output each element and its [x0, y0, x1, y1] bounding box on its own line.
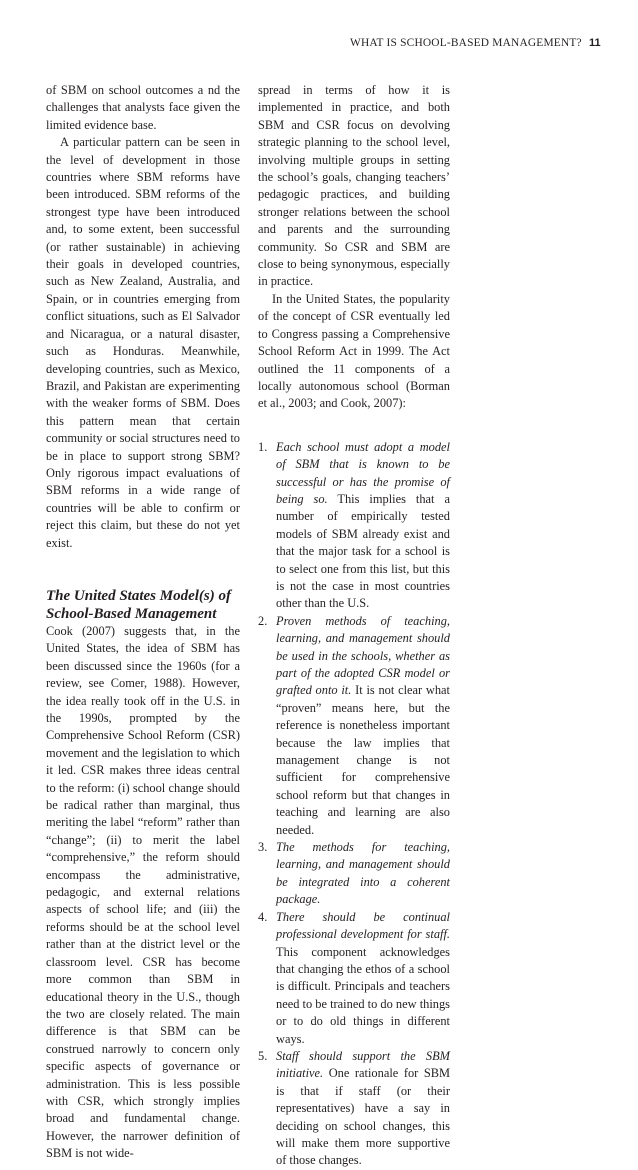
- list-item: [258, 613, 450, 839]
- list-item-lead: Proven methods of teaching, learning, and management should be used in the schools, whether as part of the adopted CSR model or grafted onto it.: [276, 613, 450, 698]
- section-heading: The United States Model(s) of School-Based Management: [46, 587, 231, 622]
- left-column: [46, 82, 240, 1163]
- list-item-lead: Staff should support the SBM initiative.: [276, 1048, 450, 1081]
- list-item: [258, 839, 450, 909]
- running-head: [0, 37, 638, 53]
- paragraph-csr-spread: spread in terms of how it is implemented in practice, and both SBM and CSR focus on devolving strategic planning to the school level, involving multiple groups in setting the school’s goals, changing teachers’ pedagogic practices, and building stronger relations between the school and parents and the surrounding community. So CSR and SBM are close to being synonymous, especially in practice.: [258, 83, 450, 289]
- list-number: 4.: [258, 909, 268, 924]
- components-list: [258, 439, 450, 1170]
- list-item: [258, 909, 450, 1048]
- paragraph-us-model: Cook (2007) suggests that, in the United States, the idea of SBM has been discussed since the 1960s (for a review, see Comer, 1988). However, the idea really took off in the U.S. in the 1990s, prompted by the Comprehensive School Reform (CSR) movement and the legislation to which it led. CSR makes three ideas central to the reform: (i) school change should be radical rather than marginal, thus meriting the label “reform” rather than “change”; (ii) to merit the label “comprehensive,” the reform should encompass the administrative, pedagogic, and external relations aspects of school life; and (iii) the reforms should be at the school level rather than at the district level or the classroom level. CSR has become more common than SBM in educational theory in the U.S., though the two are closely related. The main difference is that SBM can be construed narrowly to concern only specific aspects of governance or administration. This is less possible with CSR, which strongly implies broad and fundamental change. However, the narrower definition of SBM is not wide-: [46, 623, 240, 1161]
- page-number: 11: [589, 37, 601, 49]
- paragraph-csr-act: In the United States, the popularity of the concept of CSR eventually led to Congress passing a Comprehensive School Reform Act in 1999. The Act outlined the 11 components of a locally autonomous school (Borman et al., 2003; and Cook, 2007):: [258, 291, 450, 411]
- list-item-lead: There should be continual professional development for staff.: [276, 909, 450, 942]
- list-item: [258, 439, 450, 613]
- list-item: [258, 1048, 450, 1170]
- list-number: 5.: [258, 1048, 268, 1063]
- list-number: 1.: [258, 439, 268, 454]
- paragraph-development-pattern: A particular pattern can be seen in the level of development in those countries where SBM reforms have been introduced. SBM reforms of the strongest type have been introduced and, to some extent, been successful (or rather sustainable) in achieving their goals in developed countries, such as New Zealand, Australia, and Spain, or in countries emerging from conflict situations, such as El Salvador and Nicaragua, or a natural disaster, such as Honduras. Meanwhile, developing countries, such as Mexico, Brazil, and Pakistan are experimenting with the weaker forms of SBM. Does this pattern mean that certain community or social structures need to be in place to support strong SBM? Only rigorous impact evaluations of SBM reforms in a wide range of countries will be able to confirm or reject this claim, but these do not yet exist.: [46, 135, 240, 550]
- list-item-lead: Each school must adopt a model of SBM that is known to be successful or has the promise of being so.: [276, 439, 450, 506]
- running-title: WHAT IS SCHOOL-BASED MANAGEMENT?: [350, 37, 582, 49]
- list-item-text: It is not clear what “proven” means here, but the reference is nonetheless important because the law implies that management change is not sufficient for comprehensive school reform but that changes in teaching and learning are also needed.: [276, 683, 450, 837]
- right-column: [258, 82, 450, 1170]
- list-item-lead: The methods for teaching, learning, and management should be integrated into a coherent package.: [276, 840, 450, 907]
- list-item-text: One rationale for SBM is that if staff (or their representatives) have a say in deciding on school changes, this will make them more supportive of those changes.: [276, 1066, 450, 1168]
- paragraph-continued: of SBM on school outcomes a nd the challenges that analysts face given the limited evidence base.: [46, 83, 240, 132]
- list-number: 3.: [258, 840, 268, 855]
- list-number: 2.: [258, 613, 268, 628]
- list-item-text: This component acknowledges that changing the ethos of a school is difficult. Principals and teachers need to be trained to do new things or to do old things in different ways.: [276, 944, 450, 1046]
- list-item-text: This implies that a number of empirically tested models of SBM already exist and that the major task for a school is to select one from this list, but this is not the case in most countries other than the U.S.: [276, 491, 450, 611]
